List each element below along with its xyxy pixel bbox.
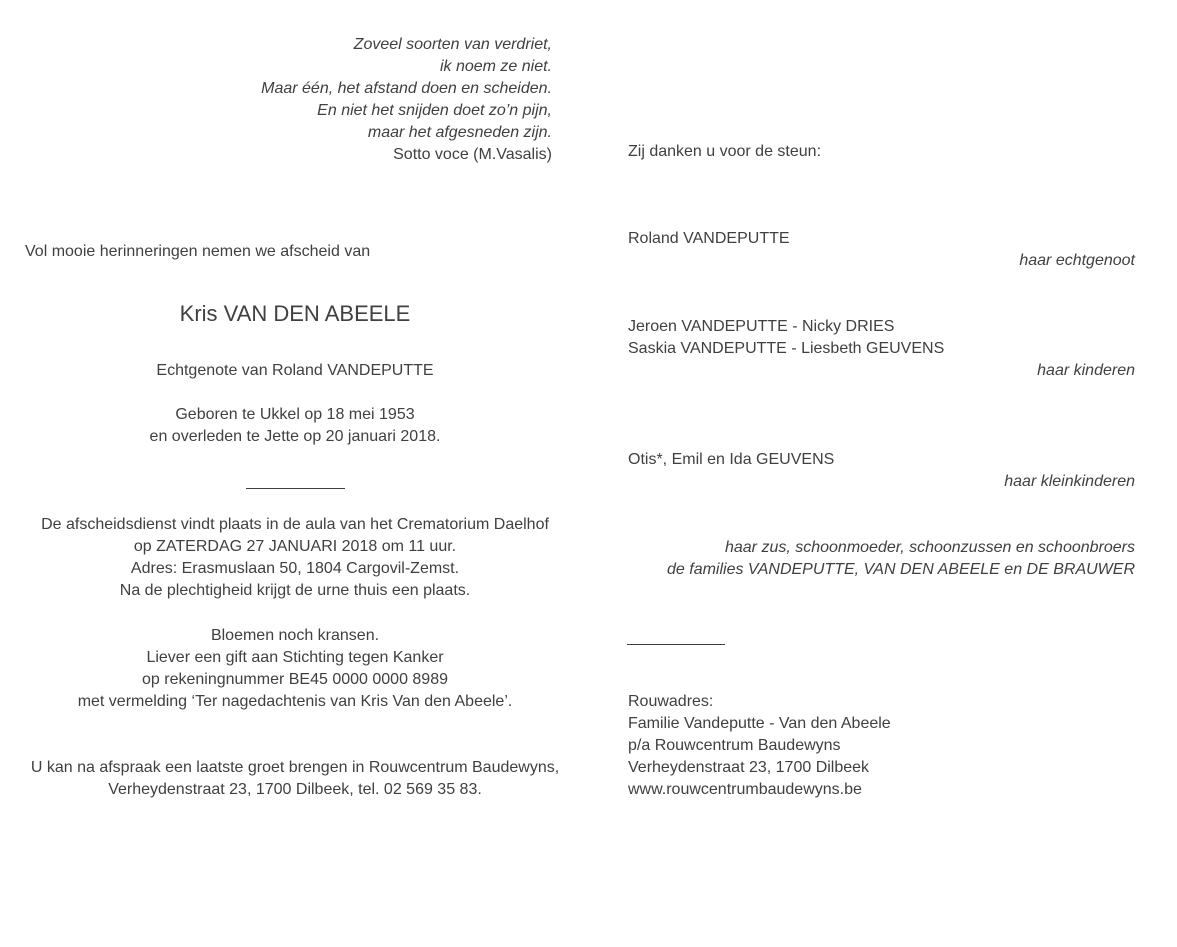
visit-line: Verheydenstraat 23, 1700 Dilbeek, tel. 02 569 35 83. (108, 781, 482, 798)
ceremony-line: Na de plechtigheid krijgt de urne thuis een plaats. (119, 582, 471, 599)
children-name: Saskia VANDEPUTTE - Liesbeth GEUVENS (628, 340, 945, 357)
death-line: en overleden te Jette op 20 januari 2018. (149, 428, 441, 445)
visit-line: U kan na afspraak een laatste groet brengen in Rouwcentrum Baudewyns, (30, 759, 560, 776)
poem-author: Sotto voce (M.Vasalis) (393, 146, 552, 163)
husband-role: haar echtgenoot (1019, 252, 1135, 269)
family-line: haar zus, schoonmoeder, schoonzussen en schoonbroers (724, 539, 1135, 556)
grandchildren-names: Otis*, Emil en Ida GEUVENS (628, 451, 835, 468)
poem-line: maar het afgesneden zijn. (367, 124, 552, 141)
birth-line: Geboren te Ukkel op 18 mei 1953 (175, 406, 415, 423)
deceased-name: Kris VAN DEN ABEELE (179, 301, 411, 326)
flowers-line: met vermelding ‘Ter nagedachtenis van Kris Van den Abeele’. (77, 693, 513, 710)
flowers-line: Liever een gift aan Stichting tegen Kanker (146, 649, 444, 666)
children-name: Jeroen VANDEPUTTE - Nicky DRIES (628, 318, 895, 335)
poem-line: ik noem ze niet. (439, 58, 552, 75)
poem-line: Zoveel soorten van verdriet, (353, 36, 552, 53)
thanks-text: Zij danken u voor de steun: (628, 143, 822, 160)
grandchildren-role: haar kleinkinderen (1004, 473, 1135, 490)
ceremony-line: De afscheidsdienst vindt plaats in de aula van het Crematorium Daelhof (41, 516, 549, 533)
address-line: Verheydenstraat 23, 1700 Dilbeek (628, 759, 870, 776)
ceremony-line: Adres: Erasmuslaan 50, 1804 Cargovil-Zemst. (130, 560, 460, 577)
address-line: p/a Rouwcentrum Baudewyns (628, 737, 841, 754)
address-website: www.rouwcentrumbaudewyns.be (628, 781, 862, 798)
flowers-line: Bloemen noch kransen. (210, 627, 380, 644)
family-line: de families VANDEPUTTE, VAN DEN ABEELE en DE BRAUWER (667, 561, 1135, 578)
ceremony-line: op ZATERDAG 27 JANUARI 2018 om 11 uur. (133, 538, 457, 555)
address-label: Rouwadres: (628, 693, 714, 710)
spouse-line: Echtgenote van Roland VANDEPUTTE (156, 362, 434, 379)
poem-line: Maar één, het afstand doen en scheiden. (261, 80, 552, 97)
flowers-line: op rekeningnummer BE45 0000 0000 8989 (142, 671, 448, 688)
divider (246, 488, 345, 489)
children-role: haar kinderen (1037, 362, 1135, 379)
divider (627, 644, 725, 645)
intro-text: Vol mooie herinneringen nemen we afscheid van (25, 243, 371, 260)
poem-line: En niet het snijden doet zo’n pijn, (317, 102, 552, 119)
husband-name: Roland VANDEPUTTE (628, 230, 790, 247)
address-line: Familie Vandeputte - Van den Abeele (628, 715, 891, 732)
